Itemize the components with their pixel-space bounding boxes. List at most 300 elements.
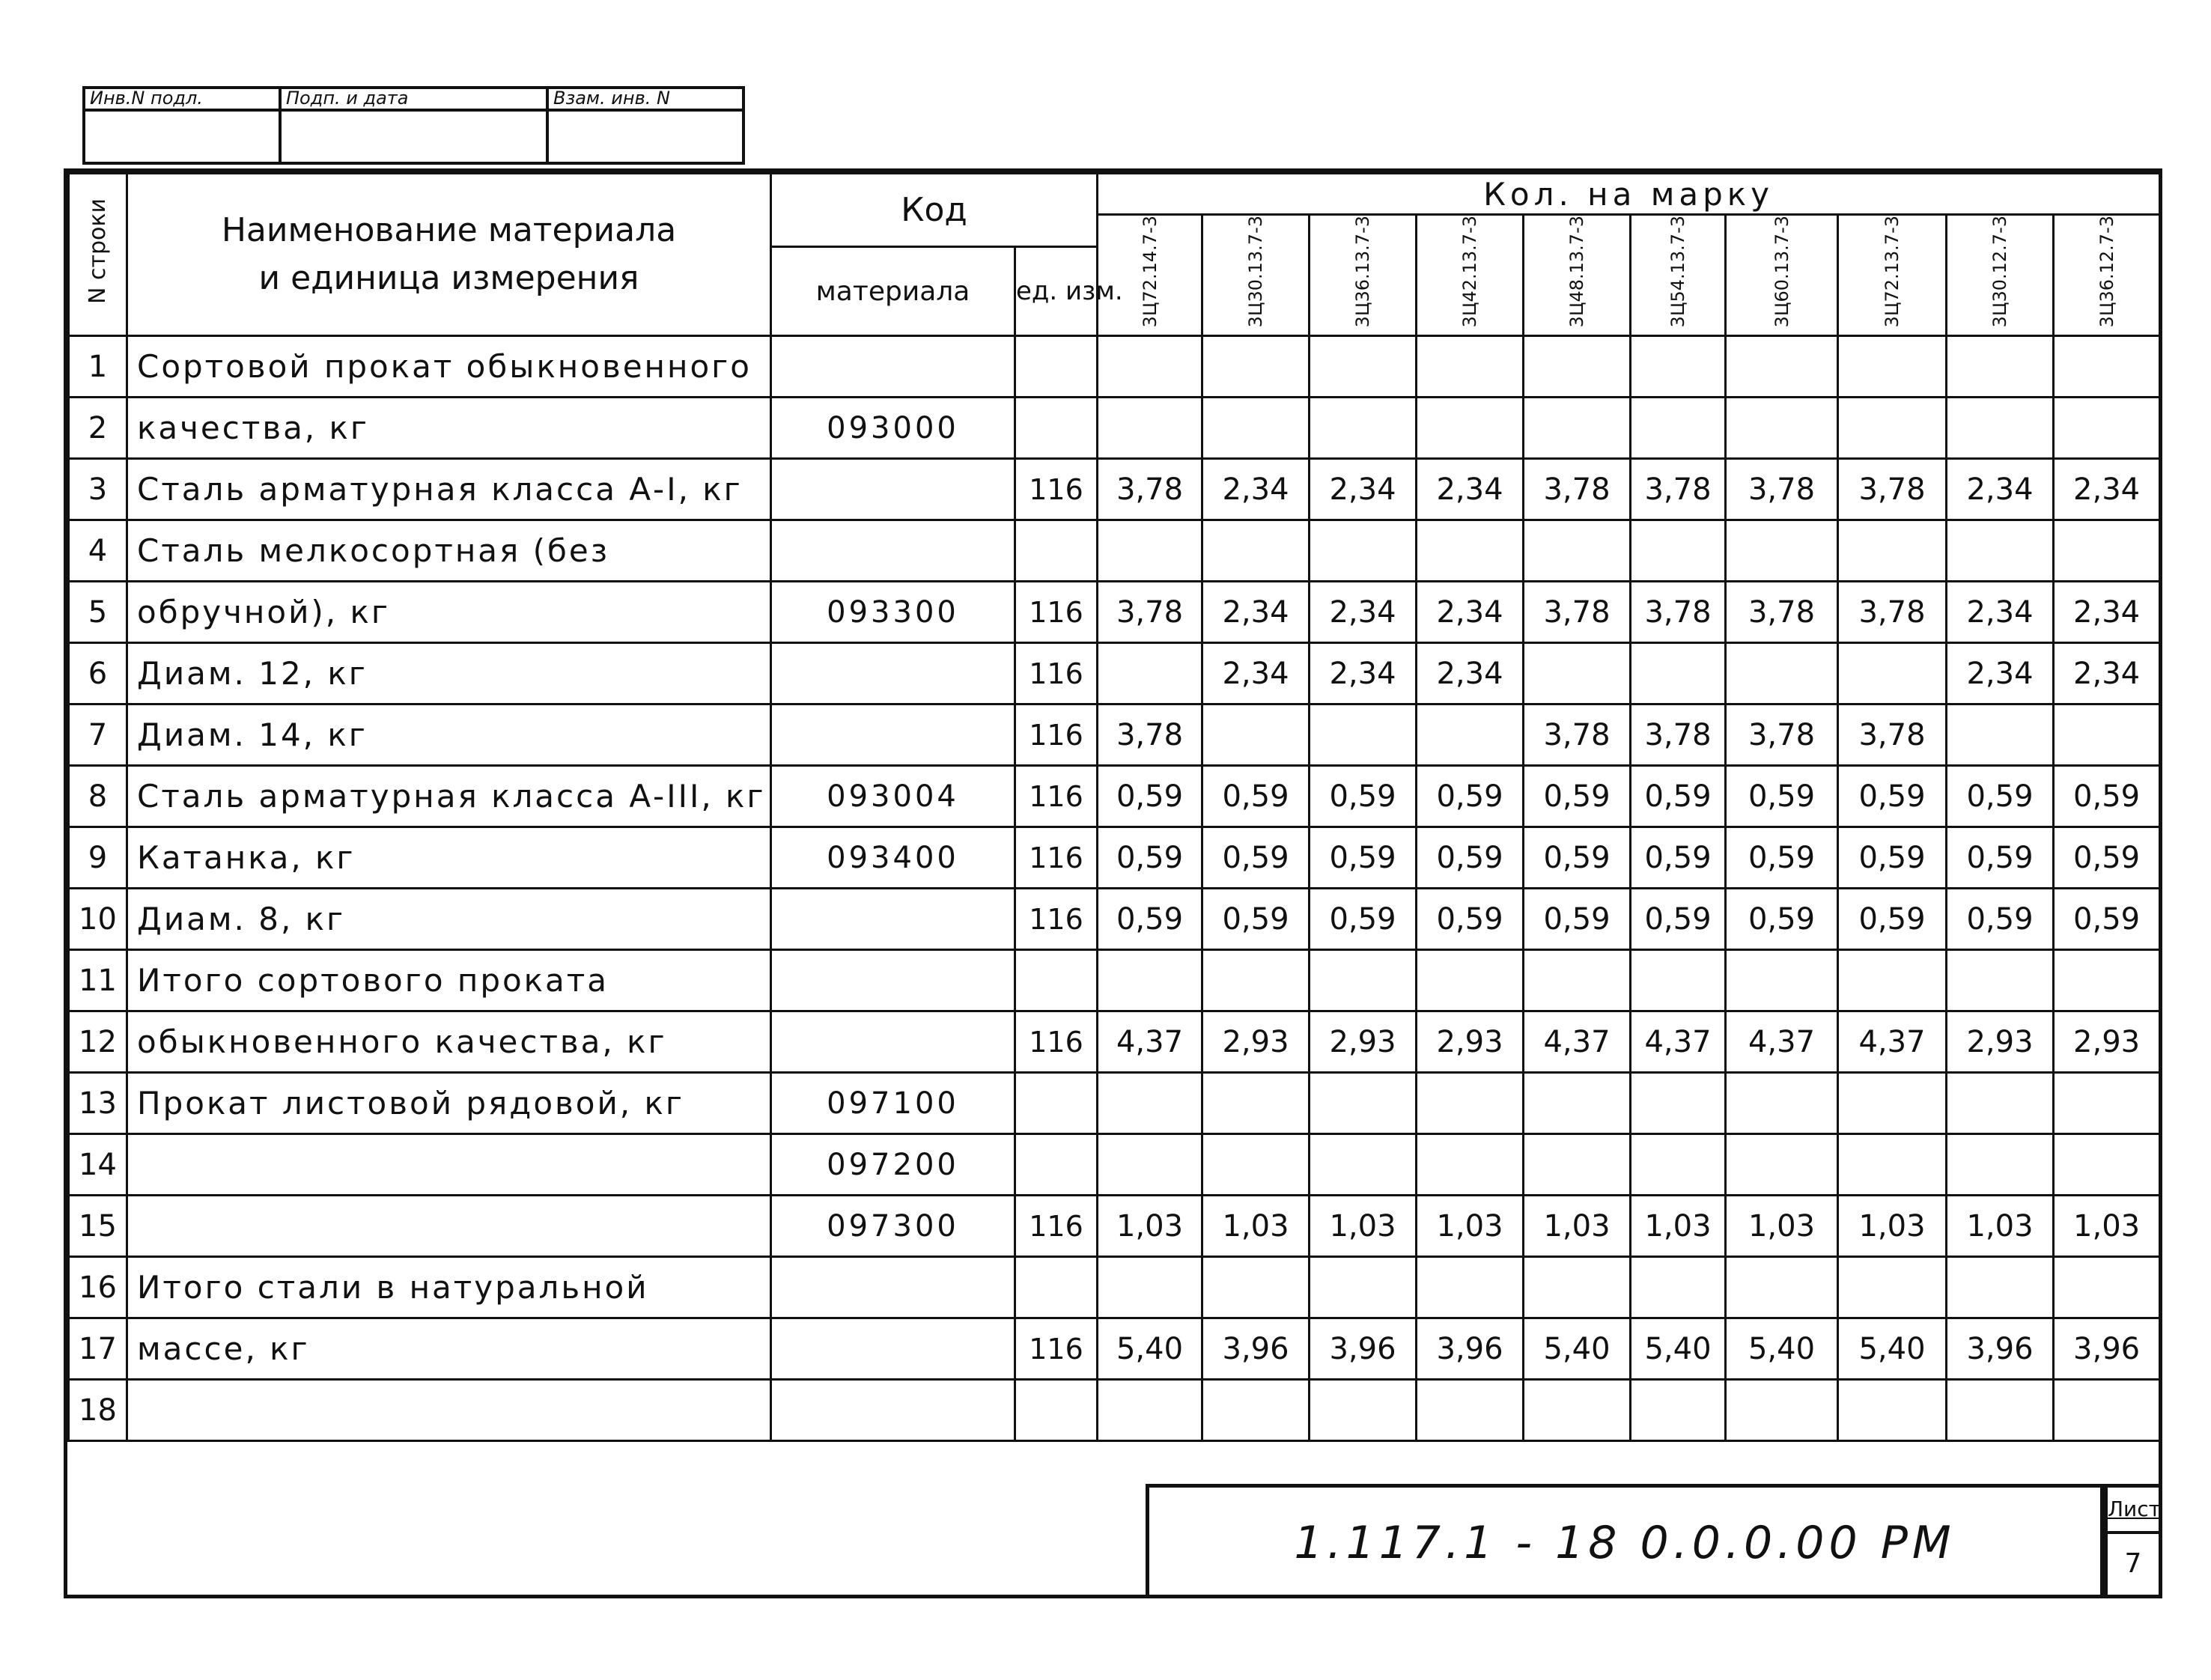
material-code xyxy=(771,1011,1015,1073)
material-code: 097200 xyxy=(771,1134,1015,1196)
material-name: Диам. 12, кг xyxy=(127,643,771,704)
unit-code xyxy=(1015,520,1098,582)
qty-value: 2,34 xyxy=(1417,643,1524,704)
qty-value: 0,59 xyxy=(1726,827,1838,889)
qty-value xyxy=(1417,1134,1524,1196)
qty-value: 0,59 xyxy=(2054,827,2160,889)
qty-value xyxy=(1726,1134,1838,1196)
qty-value xyxy=(2054,1134,2160,1196)
qty-value xyxy=(1310,398,1417,459)
material-code: 097100 xyxy=(771,1073,1015,1134)
qty-value: 0,59 xyxy=(1726,889,1838,950)
qty-value xyxy=(2054,520,2160,582)
qty-value: 2,34 xyxy=(1417,459,1524,520)
qty-value: 3,78 xyxy=(1098,704,1202,766)
qty-value xyxy=(1631,1134,1726,1196)
table-body xyxy=(69,336,2160,1441)
header-code-unit: ед. изм. xyxy=(1015,247,1098,336)
unit-code xyxy=(1015,1134,1098,1196)
material-name: Катанка, кг xyxy=(127,827,771,889)
header-code-material: материала xyxy=(771,247,1015,336)
qty-value xyxy=(2054,950,2160,1011)
unit-code: 116 xyxy=(1015,1011,1098,1073)
row-number: 15 xyxy=(69,1196,127,1257)
qty-value: 0,59 xyxy=(1098,766,1202,827)
qty-value xyxy=(1947,520,2054,582)
qty-value: 1,03 xyxy=(1310,1196,1417,1257)
qty-value: 3,78 xyxy=(1524,704,1631,766)
qty-value xyxy=(1202,1257,1310,1318)
qty-value: 5,40 xyxy=(1524,1318,1631,1380)
qty-value xyxy=(1310,1073,1417,1134)
qty-value: 2,34 xyxy=(1310,582,1417,643)
qty-value xyxy=(1310,1257,1417,1318)
header-mark: 3Ц36.13.7-3 xyxy=(1310,215,1417,336)
qty-value: 0,59 xyxy=(1947,827,2054,889)
qty-value: 0,59 xyxy=(1726,766,1838,827)
row-number: 18 xyxy=(69,1380,127,1441)
qty-value xyxy=(2054,398,2160,459)
unit-code: 116 xyxy=(1015,1318,1098,1380)
material-name: Диам. 8, кг xyxy=(127,889,771,950)
table-row xyxy=(69,1318,2160,1380)
qty-value xyxy=(1524,1073,1631,1134)
qty-value xyxy=(2054,1380,2160,1441)
qty-value: 3,78 xyxy=(1838,459,1947,520)
qty-value: 0,59 xyxy=(1524,889,1631,950)
qty-value xyxy=(1417,704,1524,766)
qty-value xyxy=(1417,950,1524,1011)
qty-value xyxy=(1310,1134,1417,1196)
qty-value: 3,78 xyxy=(1524,582,1631,643)
qty-value xyxy=(2054,704,2160,766)
material-code: 097300 xyxy=(771,1196,1015,1257)
qty-value: 1,03 xyxy=(1631,1196,1726,1257)
qty-value: 0,59 xyxy=(1098,889,1202,950)
qty-value xyxy=(1524,1380,1631,1441)
qty-value xyxy=(1417,1380,1524,1441)
qty-value: 2,34 xyxy=(1947,582,2054,643)
table-row xyxy=(69,582,2160,643)
unit-code xyxy=(1015,1073,1098,1134)
unit-code: 116 xyxy=(1015,704,1098,766)
unit-code: 116 xyxy=(1015,459,1098,520)
document-code: 1.117.1 - 18 0.0.0.00 РМ xyxy=(1294,1517,1956,1569)
table-row xyxy=(69,1011,2160,1073)
qty-value: 0,59 xyxy=(1310,889,1417,950)
row-number: 6 xyxy=(69,643,127,704)
header-mark: 3Ц72.14.7-3 xyxy=(1098,215,1202,336)
qty-value: 3,78 xyxy=(1726,704,1838,766)
qty-value: 0,59 xyxy=(1417,889,1524,950)
qty-value xyxy=(1202,1380,1310,1441)
qty-value: 4,37 xyxy=(1631,1011,1726,1073)
table-row xyxy=(69,336,2160,398)
header-mark: 3Ц30.13.7-3 xyxy=(1202,215,1310,336)
qty-value: 0,59 xyxy=(1524,827,1631,889)
table-row xyxy=(69,704,2160,766)
header-material-name xyxy=(127,174,771,336)
material-code xyxy=(771,336,1015,398)
material-code xyxy=(771,950,1015,1011)
qty-value: 3,96 xyxy=(1947,1318,2054,1380)
material-name: Итого сортового проката xyxy=(127,950,771,1011)
material-name: обыкновенного качества, кг xyxy=(127,1011,771,1073)
table-row xyxy=(69,643,2160,704)
qty-value xyxy=(1838,398,1947,459)
qty-value xyxy=(1726,336,1838,398)
unit-code xyxy=(1015,1380,1098,1441)
row-number: 13 xyxy=(69,1073,127,1134)
qty-value: 0,59 xyxy=(1524,766,1631,827)
qty-value: 3,96 xyxy=(1310,1318,1417,1380)
unit-code: 116 xyxy=(1015,582,1098,643)
qty-value: 4,37 xyxy=(1524,1011,1631,1073)
qty-value xyxy=(1838,1073,1947,1134)
qty-value: 2,34 xyxy=(1947,459,2054,520)
header-mark: 3Ц60.13.7-3 xyxy=(1726,215,1838,336)
qty-value: 3,96 xyxy=(2054,1318,2160,1380)
qty-value xyxy=(1524,336,1631,398)
qty-value xyxy=(1947,950,2054,1011)
table-row xyxy=(69,889,2160,950)
header-mark: 3Ц54.13.7-3 xyxy=(1631,215,1726,336)
qty-value: 4,37 xyxy=(1098,1011,1202,1073)
header-mark: 3Ц72.13.7-3 xyxy=(1838,215,1947,336)
qty-value xyxy=(1726,643,1838,704)
header-mark: 3Ц48.13.7-3 xyxy=(1524,215,1631,336)
qty-value: 2,93 xyxy=(1202,1011,1310,1073)
qty-value: 3,78 xyxy=(1631,459,1726,520)
qty-value xyxy=(1631,643,1726,704)
header-mark: 3Ц36.12.7-3 xyxy=(2054,215,2160,336)
qty-value xyxy=(1838,950,1947,1011)
unit-code xyxy=(1015,950,1098,1011)
qty-value xyxy=(2054,336,2160,398)
qty-value xyxy=(1098,1257,1202,1318)
qty-value: 3,78 xyxy=(1838,704,1947,766)
qty-value xyxy=(1838,520,1947,582)
qty-value xyxy=(1098,1134,1202,1196)
qty-value xyxy=(1726,950,1838,1011)
qty-value xyxy=(1098,520,1202,582)
table-row xyxy=(69,398,2160,459)
qty-value: 3,78 xyxy=(1726,582,1838,643)
qty-value xyxy=(1631,520,1726,582)
qty-value: 3,96 xyxy=(1417,1318,1524,1380)
row-number: 17 xyxy=(69,1318,127,1380)
qty-value xyxy=(1417,1257,1524,1318)
qty-value: 1,03 xyxy=(1726,1196,1838,1257)
material-name: Сортовой прокат обыкновенного xyxy=(127,336,771,398)
qty-value xyxy=(1838,1380,1947,1441)
row-number: 2 xyxy=(69,398,127,459)
header-code: Код xyxy=(771,174,1098,247)
qty-value: 0,59 xyxy=(1631,766,1726,827)
row-number: 9 xyxy=(69,827,127,889)
qty-value: 2,34 xyxy=(1310,643,1417,704)
qty-value: 2,93 xyxy=(2054,1011,2160,1073)
qty-value xyxy=(1726,520,1838,582)
qty-value: 4,37 xyxy=(1838,1011,1947,1073)
qty-value: 5,40 xyxy=(1631,1318,1726,1380)
qty-value: 0,59 xyxy=(1838,827,1947,889)
qty-value: 2,34 xyxy=(1417,582,1524,643)
qty-value xyxy=(1838,1257,1947,1318)
document-sheet xyxy=(64,168,2162,1598)
qty-value: 0,59 xyxy=(1202,766,1310,827)
qty-value: 0,59 xyxy=(2054,766,2160,827)
qty-value: 2,34 xyxy=(2054,459,2160,520)
unit-code: 116 xyxy=(1015,643,1098,704)
qty-value xyxy=(1726,1380,1838,1441)
sheet-number: 7 xyxy=(2124,1548,2142,1579)
qty-value: 1,03 xyxy=(1524,1196,1631,1257)
qty-value xyxy=(2054,1257,2160,1318)
qty-value xyxy=(1524,398,1631,459)
qty-value xyxy=(1202,520,1310,582)
qty-value: 0,59 xyxy=(1417,827,1524,889)
row-number: 16 xyxy=(69,1257,127,1318)
qty-value: 2,34 xyxy=(1202,582,1310,643)
table-row xyxy=(69,766,2160,827)
row-number: 8 xyxy=(69,766,127,827)
qty-value: 1,03 xyxy=(2054,1196,2160,1257)
qty-value: 5,40 xyxy=(1838,1318,1947,1380)
qty-value xyxy=(1947,1257,2054,1318)
qty-value xyxy=(2054,1073,2160,1134)
row-number: 1 xyxy=(69,336,127,398)
material-name xyxy=(127,1196,771,1257)
unit-code: 116 xyxy=(1015,1196,1098,1257)
qty-value xyxy=(1417,398,1524,459)
qty-value: 0,59 xyxy=(1202,827,1310,889)
qty-value: 3,78 xyxy=(1098,459,1202,520)
qty-value xyxy=(1098,950,1202,1011)
material-code xyxy=(771,1257,1015,1318)
stamp-label-sign: Подп. и дата xyxy=(282,89,549,112)
material-code: 093400 xyxy=(771,827,1015,889)
material-code: 093004 xyxy=(771,766,1015,827)
table-row xyxy=(69,1073,2160,1134)
qty-value xyxy=(1631,398,1726,459)
qty-value xyxy=(1838,336,1947,398)
qty-value xyxy=(1310,336,1417,398)
qty-value: 0,59 xyxy=(2054,889,2160,950)
qty-value xyxy=(1631,1073,1726,1134)
table-row xyxy=(69,1380,2160,1441)
material-code xyxy=(771,520,1015,582)
qty-value: 0,59 xyxy=(1417,766,1524,827)
sheet-number-box xyxy=(2104,1484,2159,1598)
qty-value xyxy=(1947,704,2054,766)
qty-value: 1,03 xyxy=(1202,1196,1310,1257)
stamp-cell-inv xyxy=(85,112,282,162)
row-number: 10 xyxy=(69,889,127,950)
header-qty-per-mark: Кол. на марку xyxy=(1098,174,2160,215)
qty-value xyxy=(1631,950,1726,1011)
qty-value xyxy=(1947,336,2054,398)
material-code xyxy=(771,643,1015,704)
stamp-cell-sign xyxy=(282,112,549,162)
material-name: Диам. 14, кг xyxy=(127,704,771,766)
qty-value: 2,34 xyxy=(2054,582,2160,643)
qty-value: 0,59 xyxy=(1310,766,1417,827)
row-number: 3 xyxy=(69,459,127,520)
qty-value xyxy=(1838,1134,1947,1196)
qty-value: 3,78 xyxy=(1524,459,1631,520)
row-number: 14 xyxy=(69,1134,127,1196)
qty-value: 3,78 xyxy=(1631,582,1726,643)
material-code: 093300 xyxy=(771,582,1015,643)
qty-value: 0,59 xyxy=(1631,827,1726,889)
table-row xyxy=(69,827,2160,889)
qty-value xyxy=(1631,336,1726,398)
row-number: 5 xyxy=(69,582,127,643)
qty-value xyxy=(1098,643,1202,704)
qty-value: 0,59 xyxy=(1947,766,2054,827)
qty-value xyxy=(1947,398,2054,459)
qty-value: 5,40 xyxy=(1726,1318,1838,1380)
qty-value: 0,59 xyxy=(1310,827,1417,889)
qty-value xyxy=(1202,1073,1310,1134)
unit-code: 116 xyxy=(1015,827,1098,889)
header-name-line1: Наименование материала xyxy=(221,211,677,250)
material-name: обручной), кг xyxy=(127,582,771,643)
unit-code: 116 xyxy=(1015,889,1098,950)
qty-value: 0,59 xyxy=(1631,889,1726,950)
qty-value xyxy=(1726,398,1838,459)
qty-value xyxy=(1631,1257,1726,1318)
qty-value: 1,03 xyxy=(1838,1196,1947,1257)
qty-value xyxy=(1310,1380,1417,1441)
qty-value xyxy=(1947,1380,2054,1441)
qty-value: 0,59 xyxy=(1838,889,1947,950)
qty-value xyxy=(1524,643,1631,704)
material-name: Сталь арматурная класса А-III, кг xyxy=(127,766,771,827)
qty-value xyxy=(1947,1134,2054,1196)
qty-value xyxy=(1098,398,1202,459)
qty-value: 3,78 xyxy=(1098,582,1202,643)
qty-value: 2,34 xyxy=(2054,643,2160,704)
qty-value xyxy=(1417,336,1524,398)
qty-value xyxy=(1202,950,1310,1011)
qty-value xyxy=(1310,520,1417,582)
header-mark: 3Ц42.13.7-3 xyxy=(1417,215,1524,336)
qty-value xyxy=(1947,1073,2054,1134)
qty-value: 5,40 xyxy=(1098,1318,1202,1380)
table-row xyxy=(69,1196,2160,1257)
material-name: качества, кг xyxy=(127,398,771,459)
qty-value: 3,78 xyxy=(1631,704,1726,766)
material-name: массе, кг xyxy=(127,1318,771,1380)
material-name xyxy=(127,1134,771,1196)
unit-code xyxy=(1015,336,1098,398)
qty-value xyxy=(1202,704,1310,766)
table-row xyxy=(69,950,2160,1011)
qty-value: 0,59 xyxy=(1098,827,1202,889)
stamp-label-replace: Взам. инв. N xyxy=(549,89,742,112)
qty-value: 4,37 xyxy=(1726,1011,1838,1073)
material-name: Сталь мелкосортная (без xyxy=(127,520,771,582)
material-code xyxy=(771,704,1015,766)
material-name xyxy=(127,1380,771,1441)
stamp-cell-replace xyxy=(549,112,742,162)
qty-value xyxy=(1726,1073,1838,1134)
qty-value: 3,78 xyxy=(1726,459,1838,520)
header-mark: 3Ц30.12.7-3 xyxy=(1947,215,2054,336)
table-row xyxy=(69,1257,2160,1318)
stamp-label-inv: Инв.N подл. xyxy=(85,89,282,112)
materials-table xyxy=(67,172,2161,1442)
qty-value xyxy=(1310,950,1417,1011)
qty-value xyxy=(1838,643,1947,704)
table-row xyxy=(69,1134,2160,1196)
qty-value xyxy=(1417,520,1524,582)
qty-value: 3,78 xyxy=(1838,582,1947,643)
qty-value xyxy=(1098,1073,1202,1134)
material-code xyxy=(771,1380,1015,1441)
qty-value xyxy=(1631,1380,1726,1441)
header-name-line2: и единица измерения xyxy=(258,259,639,298)
qty-value xyxy=(1524,950,1631,1011)
material-name: Прокат листовой рядовой, кг xyxy=(127,1073,771,1134)
material-code xyxy=(771,459,1015,520)
qty-value xyxy=(1726,1257,1838,1318)
qty-value: 2,93 xyxy=(1417,1011,1524,1073)
qty-value xyxy=(1417,1073,1524,1134)
approval-stamp xyxy=(82,86,745,165)
unit-code xyxy=(1015,398,1098,459)
qty-value: 0,59 xyxy=(1838,766,1947,827)
qty-value xyxy=(1524,1134,1631,1196)
material-code: 093000 xyxy=(771,398,1015,459)
qty-value: 2,34 xyxy=(1947,643,2054,704)
qty-value: 2,93 xyxy=(1310,1011,1417,1073)
qty-value: 2,34 xyxy=(1202,643,1310,704)
header-row-number: N строки xyxy=(69,174,127,336)
row-number: 4 xyxy=(69,520,127,582)
qty-value: 2,93 xyxy=(1947,1011,2054,1073)
qty-value xyxy=(1202,398,1310,459)
qty-value: 3,96 xyxy=(1202,1318,1310,1380)
qty-value: 2,34 xyxy=(1202,459,1310,520)
qty-value xyxy=(1310,704,1417,766)
material-name: Сталь арматурная класса А-I, кг xyxy=(127,459,771,520)
qty-value xyxy=(1524,520,1631,582)
row-number: 7 xyxy=(69,704,127,766)
qty-value: 1,03 xyxy=(1417,1196,1524,1257)
qty-value xyxy=(1524,1257,1631,1318)
qty-value: 1,03 xyxy=(1098,1196,1202,1257)
material-code xyxy=(771,1318,1015,1380)
qty-value: 2,34 xyxy=(1310,459,1417,520)
table-row xyxy=(69,520,2160,582)
qty-value xyxy=(1202,1134,1310,1196)
table-row xyxy=(69,459,2160,520)
qty-value xyxy=(1098,336,1202,398)
material-name: Итого стали в натуральной xyxy=(127,1257,771,1318)
qty-value xyxy=(1202,336,1310,398)
qty-value xyxy=(1098,1380,1202,1441)
unit-code xyxy=(1015,1257,1098,1318)
material-code xyxy=(771,889,1015,950)
row-number: 12 xyxy=(69,1011,127,1073)
sheet-label: Лист xyxy=(2108,1488,2159,1534)
qty-value: 1,03 xyxy=(1947,1196,2054,1257)
document-code-box xyxy=(1146,1484,2104,1598)
qty-value: 0,59 xyxy=(1947,889,2054,950)
